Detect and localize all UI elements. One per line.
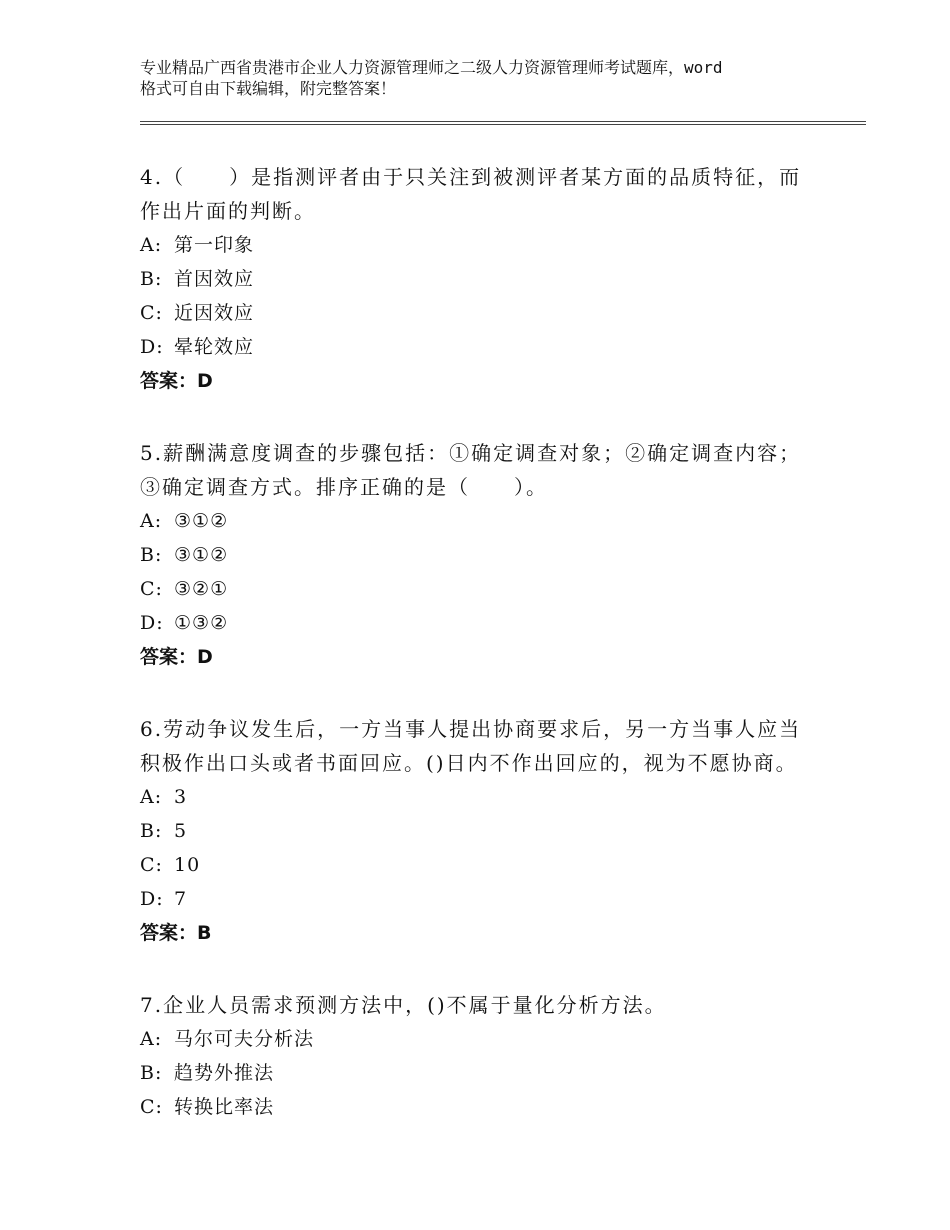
option-c <box>140 848 840 882</box>
option-a <box>140 504 840 538</box>
option-c <box>140 296 840 330</box>
answer-label: 答案：D <box>140 370 213 392</box>
option-b <box>140 814 840 848</box>
answer-label: 答案：B <box>140 922 212 944</box>
option-key: B: <box>140 820 163 842</box>
question-5 <box>140 436 840 674</box>
question-6 <box>140 712 840 950</box>
question-text-line-1: 5.薪酬满意度调查的步骤包括：①确定调查对象；②确定调查内容； <box>140 441 802 465</box>
header-divider-bottom <box>140 124 866 125</box>
option-text: ③①② <box>174 544 229 566</box>
question-text-line-1: 7.企业人员需求预测方法中，()不属于量化分析方法。 <box>140 993 667 1017</box>
question-text-line-1: 6.劳动争议发生后，一方当事人提出协商要求后，另一方当事人应当 <box>140 717 802 741</box>
header-line-2: 格式可自由下载编辑，附完整答案！ <box>140 79 397 98</box>
question-text-line-2: 作出片面的判断。 <box>140 199 316 223</box>
option-text: 第一印象 <box>174 234 255 256</box>
option-text: ③①② <box>174 510 229 532</box>
question-text-line-2: ③确定调查方式。排序正确的是（ ）。 <box>140 475 548 499</box>
option-a <box>140 780 840 814</box>
option-a <box>140 1022 840 1056</box>
option-text: ①③② <box>174 612 229 634</box>
option-key: C: <box>140 302 163 324</box>
question-text <box>140 988 840 1022</box>
option-b <box>140 1056 840 1090</box>
option-b <box>140 538 840 572</box>
question-text-line-1: 4.（ ）是指测评者由于只关注到被测评者某方面的品质特征，而 <box>140 165 802 189</box>
option-c <box>140 1090 840 1124</box>
option-d <box>140 606 840 640</box>
option-key: D: <box>140 888 164 910</box>
document-header <box>140 57 830 99</box>
question-text <box>140 160 840 228</box>
question-4 <box>140 160 840 398</box>
option-text: ③②① <box>174 578 229 600</box>
option-c <box>140 572 840 606</box>
option-text: 5 <box>174 820 188 842</box>
question-list <box>140 160 840 1162</box>
option-key: C: <box>140 1096 163 1118</box>
option-text: 7 <box>174 888 188 910</box>
option-text: 马尔可夫分析法 <box>174 1028 315 1050</box>
question-text <box>140 436 840 504</box>
option-d <box>140 330 840 364</box>
option-key: A: <box>140 234 163 256</box>
option-d <box>140 882 840 916</box>
option-key: B: <box>140 268 163 290</box>
header-divider-top <box>140 121 866 122</box>
option-text: 近因效应 <box>174 302 255 324</box>
option-key: A: <box>140 1028 163 1050</box>
question-text-line-2: 积极作出口头或者书面回应。()日内不作出回应的，视为不愿协商。 <box>140 751 798 775</box>
question-text <box>140 712 840 780</box>
header-line-1: 专业精品广西省贵港市企业人力资源管理师之二级人力资源管理师考试题库，word <box>140 58 723 77</box>
option-key: B: <box>140 544 163 566</box>
option-key: A: <box>140 786 163 808</box>
option-key: D: <box>140 336 164 358</box>
option-key: B: <box>140 1062 163 1084</box>
option-text: 晕轮效应 <box>174 336 255 358</box>
option-text: 首因效应 <box>174 268 255 290</box>
answer-label: 答案：D <box>140 646 213 668</box>
option-key: D: <box>140 612 164 634</box>
option-a <box>140 228 840 262</box>
option-text: 3 <box>174 786 188 808</box>
option-text: 趋势外推法 <box>174 1062 275 1084</box>
question-7 <box>140 988 840 1124</box>
option-key: A: <box>140 510 163 532</box>
option-text: 转换比率法 <box>174 1096 275 1118</box>
option-b <box>140 262 840 296</box>
option-text: 10 <box>174 854 201 876</box>
option-key: C: <box>140 854 163 876</box>
option-key: C: <box>140 578 163 600</box>
